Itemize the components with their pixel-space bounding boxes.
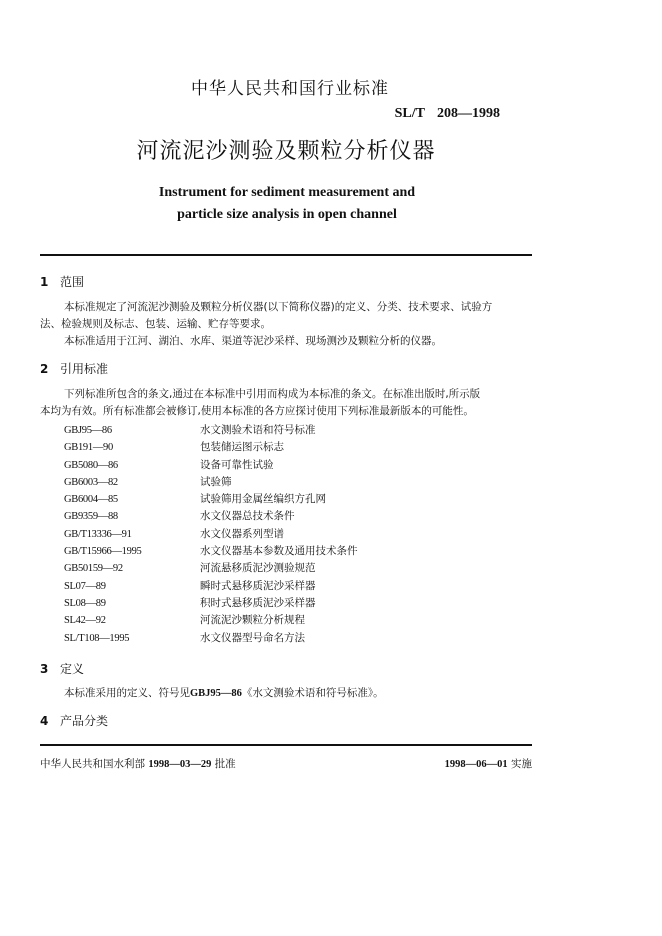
reference-code: GB6003—82 — [64, 476, 118, 488]
section-2-paragraph-1 — [40, 386, 532, 420]
reference-title: 河流泥沙颗粒分析规程 — [200, 614, 305, 627]
reference-title: 水文仪器系列型谱 — [200, 527, 284, 540]
reference-title: 试验筛 — [200, 475, 232, 488]
reference-row — [64, 526, 358, 543]
paragraph-line: 下列标准所包含的条文,通过在本标准中引用而构成为本标准的条文。在标准出版时,所示版 — [64, 388, 481, 400]
document-title-cn: 河流泥沙测验及颗粒分析仪器 — [136, 139, 436, 164]
section-title: 范围 — [60, 275, 85, 289]
footer-approver: 中华人民共和国水利部 — [40, 758, 145, 770]
paragraph-text: 《水文测验术语和符号标准》。 — [241, 687, 384, 699]
section-3-heading — [40, 660, 84, 677]
reference-title: 水文仪器型号命名方法 — [200, 631, 305, 644]
footer-approval — [40, 756, 236, 771]
reference-title: 包装储运图示标志 — [200, 441, 284, 454]
top-divider — [40, 254, 532, 256]
section-number: 1 — [40, 275, 49, 289]
reference-row — [64, 612, 358, 629]
reference-row — [64, 422, 358, 439]
section-2-heading — [40, 360, 108, 377]
footer-approve-label: 批准 — [214, 758, 236, 770]
reference-row — [64, 595, 358, 612]
reference-code: GB50159—92 — [64, 563, 123, 575]
title-en-line-2: particle size analysis in open channel — [177, 207, 397, 222]
reference-list — [64, 422, 358, 647]
standard-code — [395, 106, 500, 122]
reference-title: 积时式悬移质泥沙采样器 — [200, 596, 316, 609]
section-title: 引用标准 — [60, 362, 109, 376]
paragraph-line: 法、检验规则及标志、包装、运输、贮存等要求。 — [40, 318, 271, 330]
reference-code: SL08—89 — [64, 597, 106, 609]
reference-title: 试验筛用金属丝编织方孔网 — [200, 493, 326, 506]
paragraph-line: 本标准规定了河流泥沙测验及颗粒分析仪器(以下简称仪器)的定义、分类、技术要求、试验方 — [64, 301, 493, 313]
footer-effective-label: 实施 — [511, 758, 532, 770]
reference-code: GB/T15966—1995 — [64, 546, 142, 558]
reference-row — [64, 439, 358, 456]
reference-row — [64, 491, 358, 508]
section-number: 3 — [40, 662, 49, 676]
reference-code: GB191—90 — [64, 442, 113, 454]
reference-row — [64, 457, 358, 474]
standard-code-number: 208—1998 — [437, 106, 500, 121]
reference-title: 设备可靠性试验 — [200, 458, 274, 471]
paragraph-text: 本标准采用的定义、符号见 — [64, 687, 190, 699]
section-3-paragraph-1 — [40, 685, 532, 702]
reference-row — [64, 630, 358, 647]
paragraph-line: 本均为有效。所有标准都会被修订,使用本标准的各方应探讨使用下列标准最新版本的可能性。 — [40, 405, 474, 417]
reference-code: GB9359—88 — [64, 511, 118, 523]
reference-row — [64, 508, 358, 525]
document-title-en — [0, 182, 574, 226]
reference-code: SL/T108—1995 — [64, 632, 130, 644]
reference-row — [64, 578, 358, 595]
standard-organization: 中华人民共和国行业标准 — [191, 79, 389, 99]
paragraph-code: GBJ95—86 — [190, 688, 242, 699]
reference-code: GB/T13336—91 — [64, 528, 132, 540]
footer-approve-date: 1998—03—29 — [148, 759, 212, 770]
section-4-heading — [40, 712, 108, 729]
footer-effective — [445, 756, 532, 771]
section-title: 定义 — [60, 662, 85, 676]
reference-title: 瞬时式悬移质泥沙采样器 — [200, 579, 316, 592]
section-1-heading — [40, 273, 84, 290]
title-en-line-1: Instrument for sediment measurement and — [158, 185, 416, 200]
reference-title: 水文仪器总技术条件 — [200, 510, 295, 523]
section-1-paragraph-2: 本标准适用于江河、湖泊、水库、渠道等泥沙采样、现场测沙及颗粒分析的仪器。 — [64, 335, 442, 347]
reference-row — [64, 560, 358, 577]
standard-code-prefix: SL/T — [394, 106, 425, 121]
reference-code: GB5080—86 — [64, 459, 118, 471]
section-number: 2 — [40, 362, 49, 376]
reference-code: GB6004—85 — [64, 494, 118, 506]
footer-effective-date: 1998—06—01 — [444, 759, 508, 770]
reference-title: 河流悬移质泥沙测验规范 — [200, 562, 316, 575]
section-1-paragraph-1 — [40, 299, 532, 333]
bottom-divider — [40, 744, 532, 746]
reference-row — [64, 543, 358, 560]
reference-title: 水文仪器基本参数及通用技术条件 — [200, 545, 358, 558]
section-number: 4 — [40, 714, 49, 728]
reference-code: GBJ95—86 — [64, 425, 112, 436]
reference-code: SL42—92 — [64, 615, 106, 627]
reference-title: 水文测验术语和符号标准 — [200, 424, 316, 436]
reference-row — [64, 474, 358, 491]
section-title: 产品分类 — [60, 714, 109, 728]
reference-code: SL07—89 — [64, 580, 106, 592]
